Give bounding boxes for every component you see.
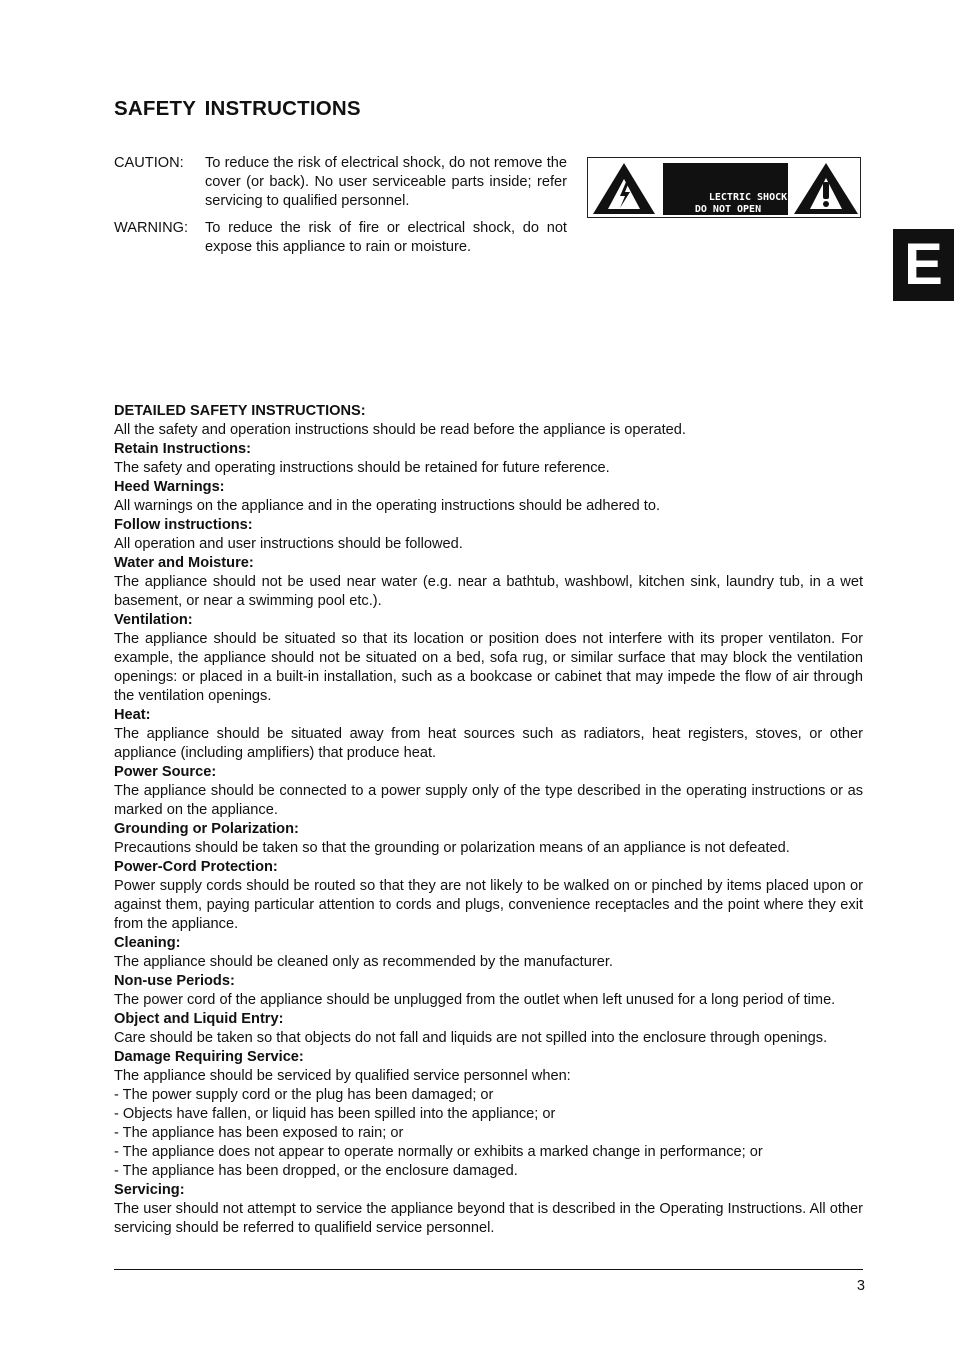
page-number: 3 [856,1278,865,1294]
section-heading: Object and Liquid Entry: [114,1011,284,1027]
section-text: The appliance should be situated away from heat sources such as radiators, heat registers, stoves, or other appliance (including amplifiers) that produce heat. [114,726,863,761]
list-item: - The appliance has been exposed to rain; or [114,1125,404,1141]
section-heading: Heed Warnings: [114,479,225,495]
section-text: The appliance should be connected to a power supply only of the type described in the operating instructions or as marked on the appliance. [114,783,863,818]
detailed-title: DETAILED SAFETY INSTRUCTIONS: [114,403,366,419]
servicing-heading: Servicing: [114,1182,185,1198]
section-heading: Follow instructions: [114,517,253,533]
shock-label-line1: LECTRIC SHOCK [708,192,788,203]
shock-warning-label [587,157,861,218]
caution-notice [114,154,567,211]
section-heading: Non-use Periods: [114,973,235,989]
section-text: All warnings on the appliance and in the operating instructions should be adhered to. [114,498,661,514]
list-item: - The appliance does not appear to operate normally or exhibits a marked change in performance; or [114,1144,763,1160]
list-item: - The appliance has been dropped, or the enclosure damaged. [114,1163,518,1179]
page-title: SAFETY INSTRUCTIONS [114,97,361,120]
shock-warning-graphic [588,158,860,217]
section-text: Care should be taken so that objects do not fall and liquids are not spilled into the enclosure through openings. [114,1030,828,1046]
caution-text: To reduce the risk of electrical shock, do not remove the cover (or back). No user serviceable parts inside; refer servicing to qualified personnel. [205,155,567,209]
caution-label: CAUTION: [114,155,184,171]
section-text: The safety and operating instructions should be retained for future reference. [114,460,610,476]
exclamation-warning-icon [794,163,858,214]
section-text: The appliance should be cleaned only as recommended by the manufacturer. [114,954,613,970]
section-text: All operation and user instructions should be followed. [114,536,463,552]
section-heading: Power-Cord Protection: [114,859,278,875]
list-item: - The power supply cord or the plug has been damaged; or [114,1087,494,1103]
section-heading: Grounding or Polarization: [114,821,299,837]
section-heading: Power Source: [114,764,217,780]
language-tab: E [893,229,954,301]
section-heading: Heat: [114,707,151,723]
detailed-intro: All the safety and operation instructions should be read before the appliance is operated. [114,422,686,438]
lightning-warning-icon [593,163,655,214]
list-item: - Objects have fallen, or liquid has been spilled into the appliance; or [114,1106,556,1122]
section-text: Power supply cords should be routed so that they are not likely to be walked on or pinched by items placed upon or against them, paying particular attention to cords and plugs, convenience receptacles and the point where they exit from the appliance. [114,878,863,932]
section-heading: Retain Instructions: [114,441,252,457]
section-text: The appliance should not be used near water (e.g. near a bathtub, washbowl, kitchen sink, laundry tub, in a wet basement, or near a swimming pool etc.). [114,574,863,609]
shock-label-line2: DO NOT OPEN [694,204,762,215]
footer-rule [114,1269,863,1270]
detailed-safety-instructions [114,402,863,1238]
section-text: The appliance should be serviced by qualified service personnel when: [114,1068,571,1084]
section-text: The power cord of the appliance should be unplugged from the outlet when left unused for a long period of time. [114,992,836,1008]
warning-label: WARNING: [114,220,189,236]
section-heading: Ventilation: [114,612,193,628]
servicing-text: The user should not attempt to service the appliance beyond that is described in the Operating Instructions. All other servicing should be referred to qualifield service personnel. [114,1201,863,1236]
warning-notice [114,219,567,257]
warning-text: To reduce the risk of fire or electrical shock, do not expose this appliance to rain or moisture. [205,220,567,255]
notice-table [114,154,567,265]
section-text: The appliance should be situated so that its location or position does not interfere with its proper ventilaton. For example, the appliance should not be situated on a bed, sofa rug, or similar surface that may block the ventilation openings: or placed in a built-in installation, such as a bookcase or cabinet that may impede the flow of air through the ventilation openings. [114,631,863,704]
section-heading: Cleaning: [114,935,181,951]
section-text: Precautions should be taken so that the grounding or polarization means of an appliance is not defeated. [114,840,790,856]
section-heading: Water and Moisture: [114,555,254,571]
section-heading: Damage Requiring Service: [114,1049,304,1065]
